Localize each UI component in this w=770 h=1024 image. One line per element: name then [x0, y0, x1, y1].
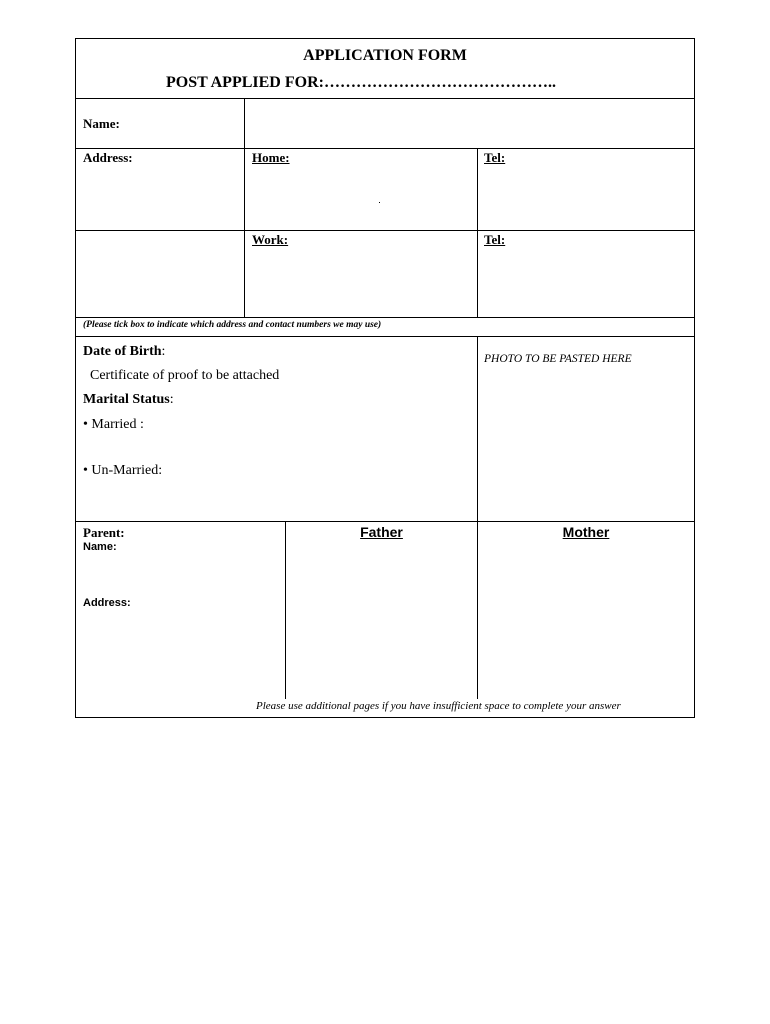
additional-pages-note: Please use additional pages if you have insufficient space to complete your answer	[256, 700, 621, 712]
home-tel-field[interactable]	[479, 168, 693, 228]
post-applied-for: POST APPLIED FOR:……………………………………..	[166, 74, 556, 91]
rule-left-of-photo	[477, 336, 478, 522]
work-tel-label: Tel:	[484, 232, 506, 247]
home-address-field[interactable]	[246, 168, 476, 228]
rule-under-header	[75, 98, 695, 99]
form-title: APPLICATION FORM	[303, 47, 467, 64]
work-address-label: Work:	[252, 232, 289, 247]
dob-label: Date of Birth	[83, 344, 162, 359]
address-label: Address:	[83, 150, 133, 165]
home-tel-label: Tel:	[484, 150, 506, 165]
marital-status-label: Marital Status	[83, 392, 170, 407]
unmarried-option[interactable]: • Un-Married:	[83, 463, 163, 478]
form-border-left	[75, 38, 76, 718]
father-column-header: Father	[360, 524, 403, 540]
marital-status-colon: :	[169, 392, 174, 407]
parent-name-label: Name:	[83, 541, 117, 553]
work-address-field[interactable]	[246, 250, 476, 315]
rule-under-dob-section	[75, 521, 478, 522]
mother-column-header: Mother	[562, 524, 610, 540]
rule-before-tel-column	[477, 148, 478, 318]
form-border-top	[75, 38, 695, 39]
name-label: Name:	[83, 116, 120, 131]
certificate-note: Certificate of proof to be attached	[90, 368, 280, 383]
rule-before-father-column	[285, 521, 286, 699]
rule-after-label-column	[244, 98, 245, 318]
rule-under-home	[75, 230, 695, 231]
form-border-bottom	[75, 717, 695, 718]
mother-details-field[interactable]	[479, 545, 693, 697]
tick-box-note: (Please tick box to indicate which address and contact numbers we may use)	[83, 320, 382, 330]
married-option[interactable]: • Married :	[83, 417, 144, 432]
parent-address-label: Address:	[83, 597, 131, 609]
rule-under-tick-note	[75, 336, 695, 337]
work-tel-field[interactable]	[479, 250, 693, 315]
form-border-right	[694, 38, 695, 718]
parent-label: Parent:	[83, 525, 125, 540]
father-details-field[interactable]	[287, 545, 476, 697]
rule-under-photo	[477, 521, 695, 522]
photo-placeholder-text: PHOTO TO BE PASTED HERE	[484, 353, 632, 365]
dob-label-group	[83, 344, 165, 360]
rule-above-tick-note	[75, 317, 695, 318]
name-field[interactable]	[246, 100, 693, 147]
home-address-label: Home:	[252, 150, 290, 165]
marital-status-group	[83, 392, 174, 408]
dob-colon: :	[161, 344, 166, 359]
rule-under-name	[75, 148, 695, 149]
rule-before-mother-column	[477, 521, 478, 699]
photo-area[interactable]	[479, 338, 693, 520]
